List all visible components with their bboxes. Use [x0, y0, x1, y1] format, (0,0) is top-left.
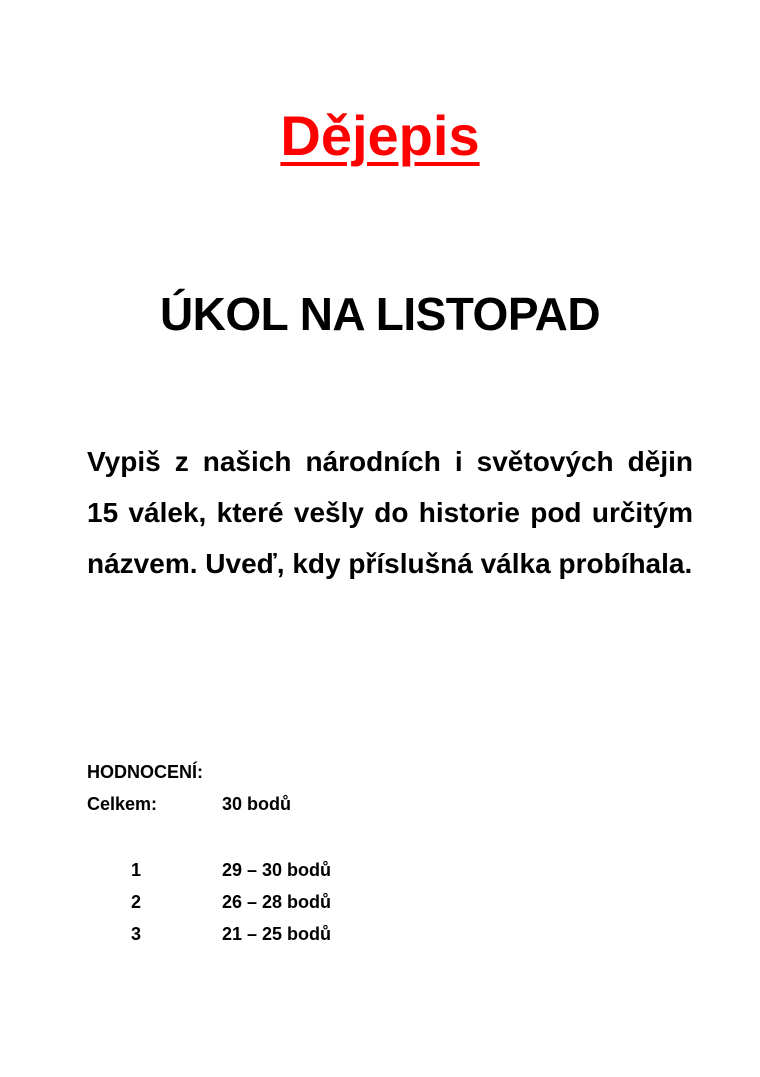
total-value: 30 bodů [222, 794, 292, 814]
grade-range: 29 – 30 bodů [222, 860, 332, 880]
grading-heading: HODNOCENÍ: [87, 762, 203, 782]
grade-number: 1 [131, 860, 142, 880]
grade-number: 2 [131, 892, 142, 912]
grade-range: 21 – 25 bodů [222, 924, 332, 944]
task-heading: ÚKOL NA LISTOPAD [159, 288, 601, 340]
subject-title: Dějepis [280, 104, 480, 167]
total-label: Celkem: [87, 794, 158, 814]
grade-range: 26 – 28 bodů [222, 892, 332, 912]
grade-number: 3 [131, 924, 142, 944]
assignment-text: Vypiš z našich národních i světových dějin 15 válek, které vešly do historie pod určitým názvem. Uveď, kdy příslušná válka probíhala. [87, 446, 693, 579]
